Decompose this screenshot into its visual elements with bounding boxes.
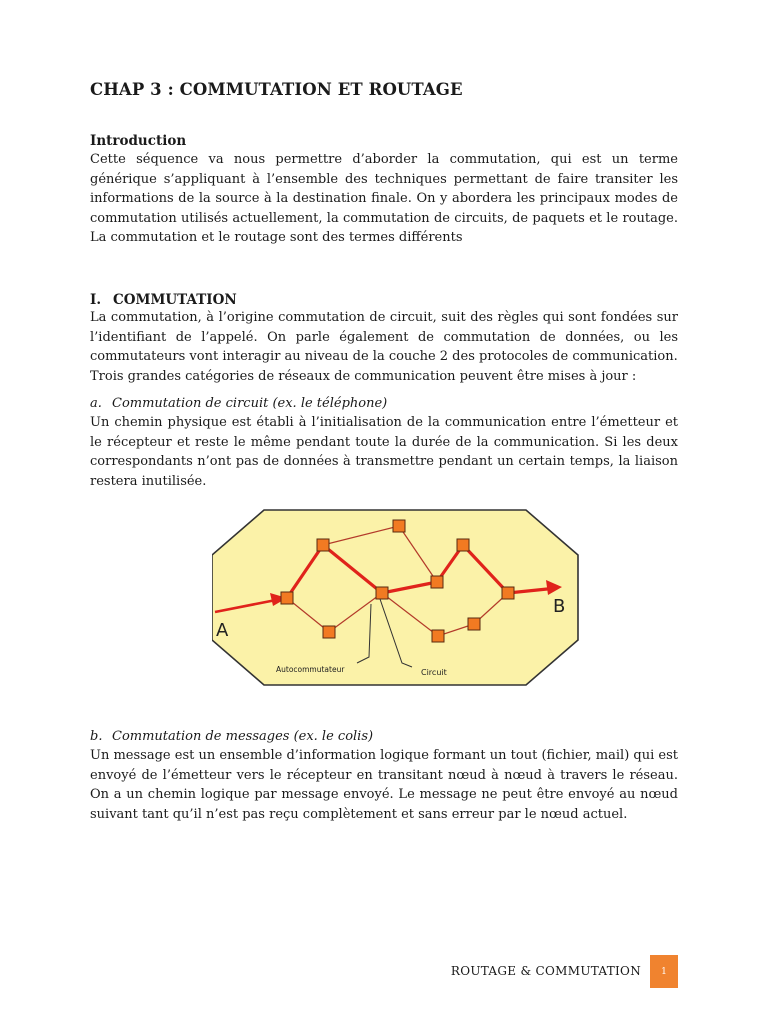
node bbox=[281, 592, 293, 604]
subsection-a-title: Commutation de circuit (ex. le téléphone) bbox=[112, 396, 388, 411]
label-autocommutateur: Autocommutateur bbox=[276, 665, 345, 674]
page-number-badge: 1 bbox=[650, 955, 678, 988]
section-1-heading bbox=[90, 292, 678, 308]
node bbox=[432, 630, 444, 642]
section-1-body bbox=[90, 308, 678, 386]
node bbox=[317, 539, 329, 551]
intro-paragraph bbox=[90, 150, 678, 248]
subsection-b-paragraph: Un message est un ensemble d’information logique formant un tout (fichier, mail) qui est envoyé de l’émetteur vers le récepteur en transitant nœud à nœud à travers le réseau. On a un chemin logique par message envoyé. Le message ne peut être envoyé au nœud suivant tant qu’il n’est pas reçu complètement et sans erreur par le nœud actuel. bbox=[90, 748, 678, 822]
subsection-a-paragraph: Un chemin physique est établi à l’initialisation de la communication entre l’émetteur et le récepteur et reste le même pendant toute la durée de la communication. Si les deux correspondants n’ont pas de données à transmettre pendant un certain temps, la liaison restera inutilisée. bbox=[90, 415, 678, 489]
page-title: CHAP 3 : COMMUTATION ET ROUTAGE bbox=[90, 80, 463, 99]
subsection-a-number: a. bbox=[90, 396, 102, 411]
node bbox=[393, 520, 405, 532]
intro-heading: Introduction bbox=[90, 133, 187, 149]
circuit-switching-diagram bbox=[212, 505, 582, 688]
node bbox=[376, 587, 388, 599]
section-1-number: I. bbox=[90, 292, 102, 308]
subsection-b-body bbox=[90, 746, 678, 824]
node bbox=[457, 539, 469, 551]
node bbox=[468, 618, 480, 630]
label-circuit: Circuit bbox=[421, 668, 447, 677]
section-1-paragraph-1: La commutation, à l’origine commutation de circuit, suit des règles qui sont fondées sur l’identifiant de l’appelé. On parle également de commutation de données, ou les commutateurs vont interagir au niveau de la couche 2 des protocoles de communication. bbox=[90, 310, 678, 364]
subsection-a-body bbox=[90, 413, 678, 491]
section-1-paragraph-2: Trois grandes catégories de réseaux de communication peuvent être mises à jour : bbox=[90, 368, 637, 384]
node bbox=[502, 587, 514, 599]
label-b: B bbox=[553, 596, 566, 617]
footer-title: ROUTAGE & COMMUTATION bbox=[450, 964, 641, 978]
subsection-b-heading bbox=[90, 727, 678, 746]
node bbox=[431, 576, 443, 588]
subsection-b-title: Commutation de messages (ex. le colis) bbox=[112, 729, 374, 744]
subsection-b bbox=[90, 727, 678, 824]
subsection-a-heading bbox=[90, 394, 678, 413]
node bbox=[323, 626, 335, 638]
page-footer bbox=[90, 955, 678, 988]
network-area bbox=[212, 510, 578, 685]
subsection-b-number: b. bbox=[90, 729, 103, 744]
intro-section bbox=[90, 133, 678, 248]
label-a: A bbox=[216, 620, 229, 641]
section-commutation bbox=[90, 292, 678, 491]
intro-text: Cette séquence va nous permettre d’aborder la commutation, qui est un terme générique s’appliquant à l’ensemble des techniques permettant de faire transiter les informations de la source à la destination finale. On y abordera les principaux modes de commutation utilisés actuellement, la commutation de circuits, de paquets et le routage. La commutation et le routage sont des termes différents bbox=[90, 152, 678, 245]
section-1-title: COMMUTATION bbox=[113, 292, 237, 308]
